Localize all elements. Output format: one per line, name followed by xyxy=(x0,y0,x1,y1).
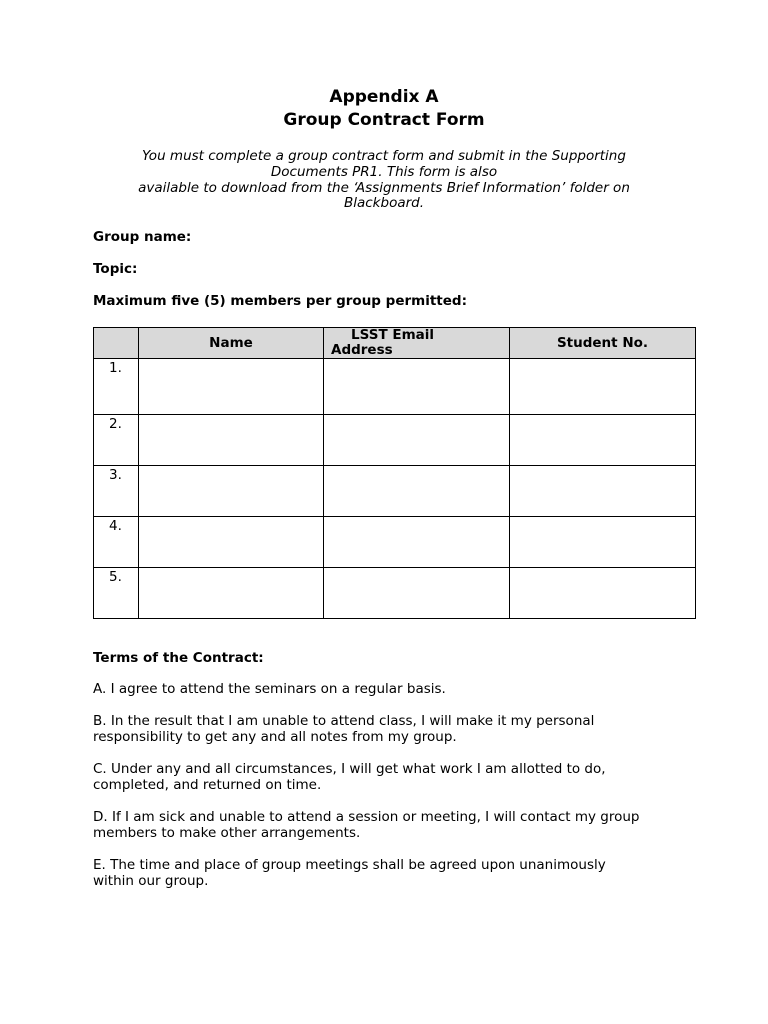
term-line: A. I agree to attend the seminars on a regular basis. xyxy=(93,681,446,697)
student-no-cell[interactable] xyxy=(510,466,696,517)
term-line: D. If I am sick and unable to attend a session or meeting, I will contact my group xyxy=(93,809,640,825)
table-row xyxy=(94,415,696,466)
term-line: E. The time and place of group meetings shall be agreed upon unanimously xyxy=(93,857,606,873)
row-number: 5. xyxy=(94,568,139,619)
table-row xyxy=(94,568,696,619)
student-no-cell[interactable] xyxy=(510,568,696,619)
student-no-cell[interactable] xyxy=(510,517,696,568)
term-line: responsibility to get any and all notes from my group. xyxy=(93,728,457,745)
header-email-line2: Address xyxy=(331,342,393,358)
header-name: Name xyxy=(139,328,324,359)
email-cell[interactable] xyxy=(324,466,510,517)
intro-line: Blackboard. xyxy=(343,195,425,212)
term-c xyxy=(93,762,683,794)
table-row xyxy=(94,359,696,415)
topic-label: Topic: xyxy=(93,261,138,277)
email-cell[interactable] xyxy=(324,359,510,415)
table-row xyxy=(94,466,696,517)
table-row xyxy=(94,517,696,568)
name-cell[interactable] xyxy=(139,466,324,517)
term-line: members to make other arrangements. xyxy=(93,824,361,841)
intro-line: Documents PR1. This form is also xyxy=(270,163,498,180)
term-b xyxy=(93,714,683,746)
row-number: 1. xyxy=(94,359,139,415)
intro-line: available to download from the ‘Assignments Brief Information’ folder on xyxy=(138,179,630,196)
student-no-cell[interactable] xyxy=(510,359,696,415)
intro-paragraph xyxy=(110,149,658,212)
email-cell[interactable] xyxy=(324,568,510,619)
term-line: completed, and returned on time. xyxy=(93,776,322,793)
term-line: within our group. xyxy=(93,872,209,889)
header-student-no: Student No. xyxy=(510,328,696,359)
name-cell[interactable] xyxy=(139,568,324,619)
table-header-row xyxy=(94,328,696,359)
row-number: 2. xyxy=(94,415,139,466)
header-email-line1: LSST Email xyxy=(351,327,435,343)
header-number xyxy=(94,328,139,359)
intro-line: You must complete a group contract form and submit in the Supporting xyxy=(142,148,626,164)
row-number: 3. xyxy=(94,466,139,517)
header-email xyxy=(324,328,510,359)
email-cell[interactable] xyxy=(324,517,510,568)
members-table xyxy=(93,327,696,619)
form-title: Group Contract Form xyxy=(283,110,485,130)
term-e xyxy=(93,858,683,890)
name-cell[interactable] xyxy=(139,517,324,568)
term-a xyxy=(93,682,683,698)
row-number: 4. xyxy=(94,517,139,568)
term-line: C. Under any and all circumstances, I will get what work I am allotted to do, xyxy=(93,761,606,777)
appendix-heading: Appendix A xyxy=(329,87,439,107)
term-d xyxy=(93,810,683,842)
email-cell[interactable] xyxy=(324,415,510,466)
term-line: B. In the result that I am unable to attend class, I will make it my personal xyxy=(93,713,595,729)
name-cell[interactable] xyxy=(139,415,324,466)
student-no-cell[interactable] xyxy=(510,415,696,466)
terms-heading: Terms of the Contract: xyxy=(93,650,264,666)
max-members-label: Maximum five (5) members per group permitted: xyxy=(93,293,467,309)
name-cell[interactable] xyxy=(139,359,324,415)
group-name-label: Group name: xyxy=(93,229,192,245)
